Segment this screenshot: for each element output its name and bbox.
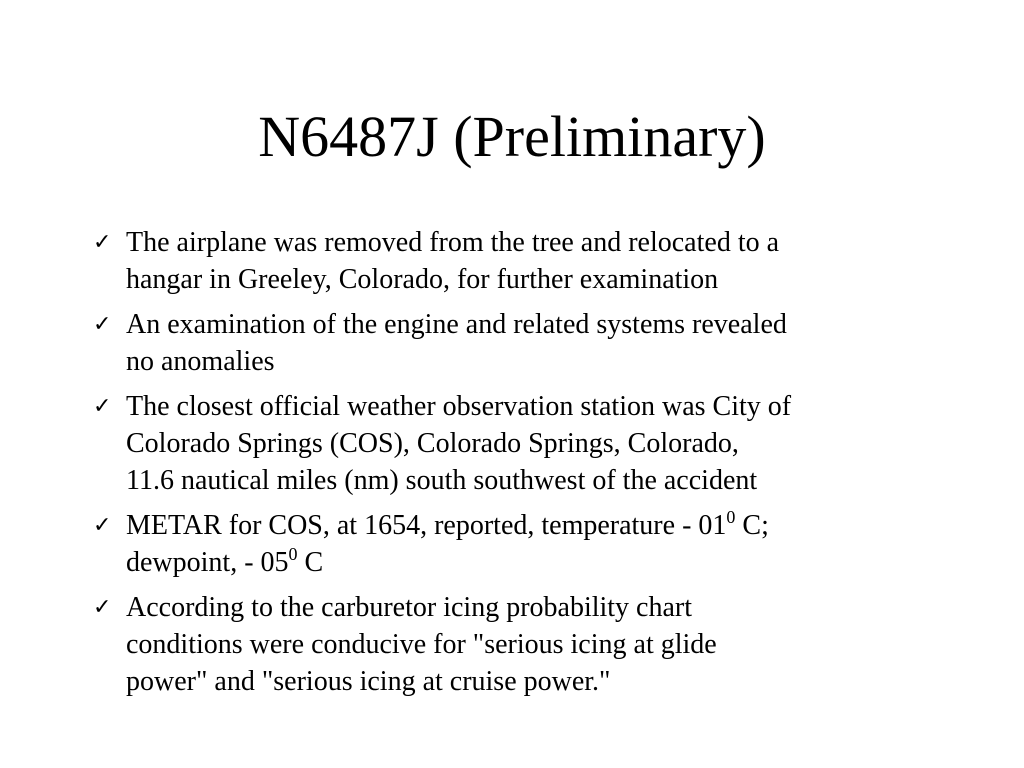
checkmark-icon: ✓ bbox=[93, 513, 112, 538]
dewpoint-text: dewpoint, - 05 bbox=[126, 547, 289, 578]
checkmark-icon: ✓ bbox=[93, 312, 112, 337]
bullet-item bbox=[93, 589, 973, 700]
bullet-line: The airplane was removed from the tree and relocated to a bbox=[126, 227, 780, 258]
bullet-line: 11.6 nautical miles (nm) south southwest of the accident bbox=[126, 465, 758, 496]
checkmark-icon: ✓ bbox=[93, 394, 112, 419]
slide-title: N6487J (Preliminary) bbox=[258, 104, 766, 169]
bullet-line: no anomalies bbox=[126, 346, 275, 377]
degree-superscript: 0 bbox=[288, 544, 298, 564]
bullet-line: According to the carburetor icing probability chart bbox=[126, 592, 693, 623]
bullet-item bbox=[93, 224, 973, 298]
bullet-item bbox=[93, 388, 973, 499]
dewpoint-unit: C bbox=[297, 547, 324, 578]
bullet-line: Colorado Springs (COS), Colorado Springs, Colorado, bbox=[126, 428, 739, 459]
bullet-line: power" and "serious icing at cruise power." bbox=[126, 666, 611, 697]
temperature-unit: C; bbox=[735, 510, 769, 541]
bullet-line: The closest official weather observation station was City of bbox=[126, 391, 792, 422]
checkmark-icon: ✓ bbox=[93, 595, 112, 620]
bullet-item bbox=[93, 507, 973, 581]
bullet-line: An examination of the engine and related systems revealed bbox=[126, 309, 787, 340]
bullet-list bbox=[93, 224, 973, 708]
bullet-line bbox=[126, 544, 973, 581]
bullet-line: conditions were conducive for "serious icing at glide bbox=[126, 629, 717, 660]
bullet-line bbox=[126, 507, 973, 544]
bullet-line: hangar in Greeley, Colorado, for further examination bbox=[126, 264, 719, 295]
degree-superscript: 0 bbox=[726, 507, 736, 527]
temperature-text: METAR for COS, at 1654, reported, temperature - 01 bbox=[126, 510, 727, 541]
checkmark-icon: ✓ bbox=[93, 230, 112, 255]
bullet-item bbox=[93, 306, 973, 380]
